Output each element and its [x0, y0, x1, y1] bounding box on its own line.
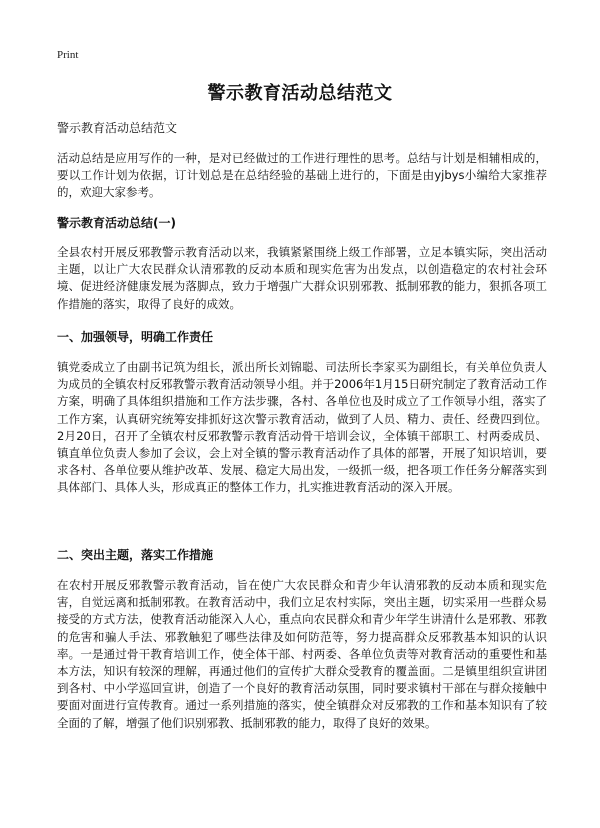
paragraph-3: 在农村开展反邪教警示教育活动，旨在使广大农民群众和青少年认清邪教的反动本质和现实危害，自觉远离和抵制邪教。在教育活动中，我们立足农村实际，突出主题，切实采用一些群众易接受的方式方法，使教育活动能深入人心，重点向农民群众和青少年学生讲清什么是邪教、邪教的危害和骗人手法、邪教触犯了哪些法律及如何防范等，努力提高群众反邪教基本知识的认识率。一是通过骨干教育培训工作，使全体干部、村两委、各单位负责等对教育活动的重要性和基本方法，知识有较深的理解，再通过他们的宣传扩大群众受教育的覆盖面。二是镇里组织宣讲团到各村、中小学巡回宣讲，创造了一个良好的教育活动氛围，同时要求镇村干部在与群众接触中要面对面进行宣传教育。通过一系列措施的落实，使全镇群众对反邪教的工作和基本知识有了较全面的了解，增强了他们识别邪教、抵制邪教的能力，取得了良好的效果。 [57, 578, 547, 730]
page-title: 警示教育活动总结范文 [207, 83, 393, 104]
section-heading: 警示教育活动总结(一) [57, 216, 176, 230]
paragraph-2: 镇党委成立了由副书记筑为组长，派出所长刘锦聪、司法所长李家买为副组长，有关单位负责人为成员的全镇农村反邪教警示教育活动领导小组。并于2006年1月15日研究制定了教育活动工作方案，明确了具体组织措施和工作方法步骤，各村、各单位也及时成立了工作领导小组，落实了工作方案，认真研究统筹安排抓好这次警示教育活动，做到了人员、精力、责任、经费四到位。2月20日，召开了全镇农村反邪教警示教育活动骨干培训会议，全体镇干部职工、村两委成员、镇直单位负责人参加了会议，会上对全镇的警示教育活动作了具体的部署，开展了知识培训，要求各村、各单位要从维护改革、发展、稳定大局出发，一级抓一级，把各项工作任务分解落实到具体部门、具体人头，形成真正的整体工作力，扎实推进教育活动的深入开展。 [57, 360, 547, 495]
heading-highlight-theme: 二、突出主题，落实工作措施 [57, 548, 214, 562]
paragraph-1: 全县农村开展反邪教警示教育活动以来，我镇紧紧围绕上级工作部署，立足本镇实际，突出活动主题，以让广大农民群众认清邪教的反动本质和现实危害为出发点，以创造稳定的农村社会环境、促进经济健康发展为落脚点，致力于增强广大群众识别邪教、抵制邪教的能力，狠抓各项工作措施的落实，取得了良好的成效。 [57, 245, 547, 311]
document-subtitle: 警示教育活动总结范文 [57, 121, 178, 135]
heading-strengthen-leadership: 一、加强领导，明确工作责任 [57, 330, 214, 344]
intro-paragraph: 活动总结是应用写作的一种，是对已经做过的工作进行理性的思考。总结与计划是相辅相成的，要以工作计划为依据，订计划总是在总结经验的基础上进行的，下面是由yjbys小编给大家推荐的，欢迎大家参考。 [57, 151, 547, 200]
print-link[interactable]: Print [57, 49, 79, 61]
